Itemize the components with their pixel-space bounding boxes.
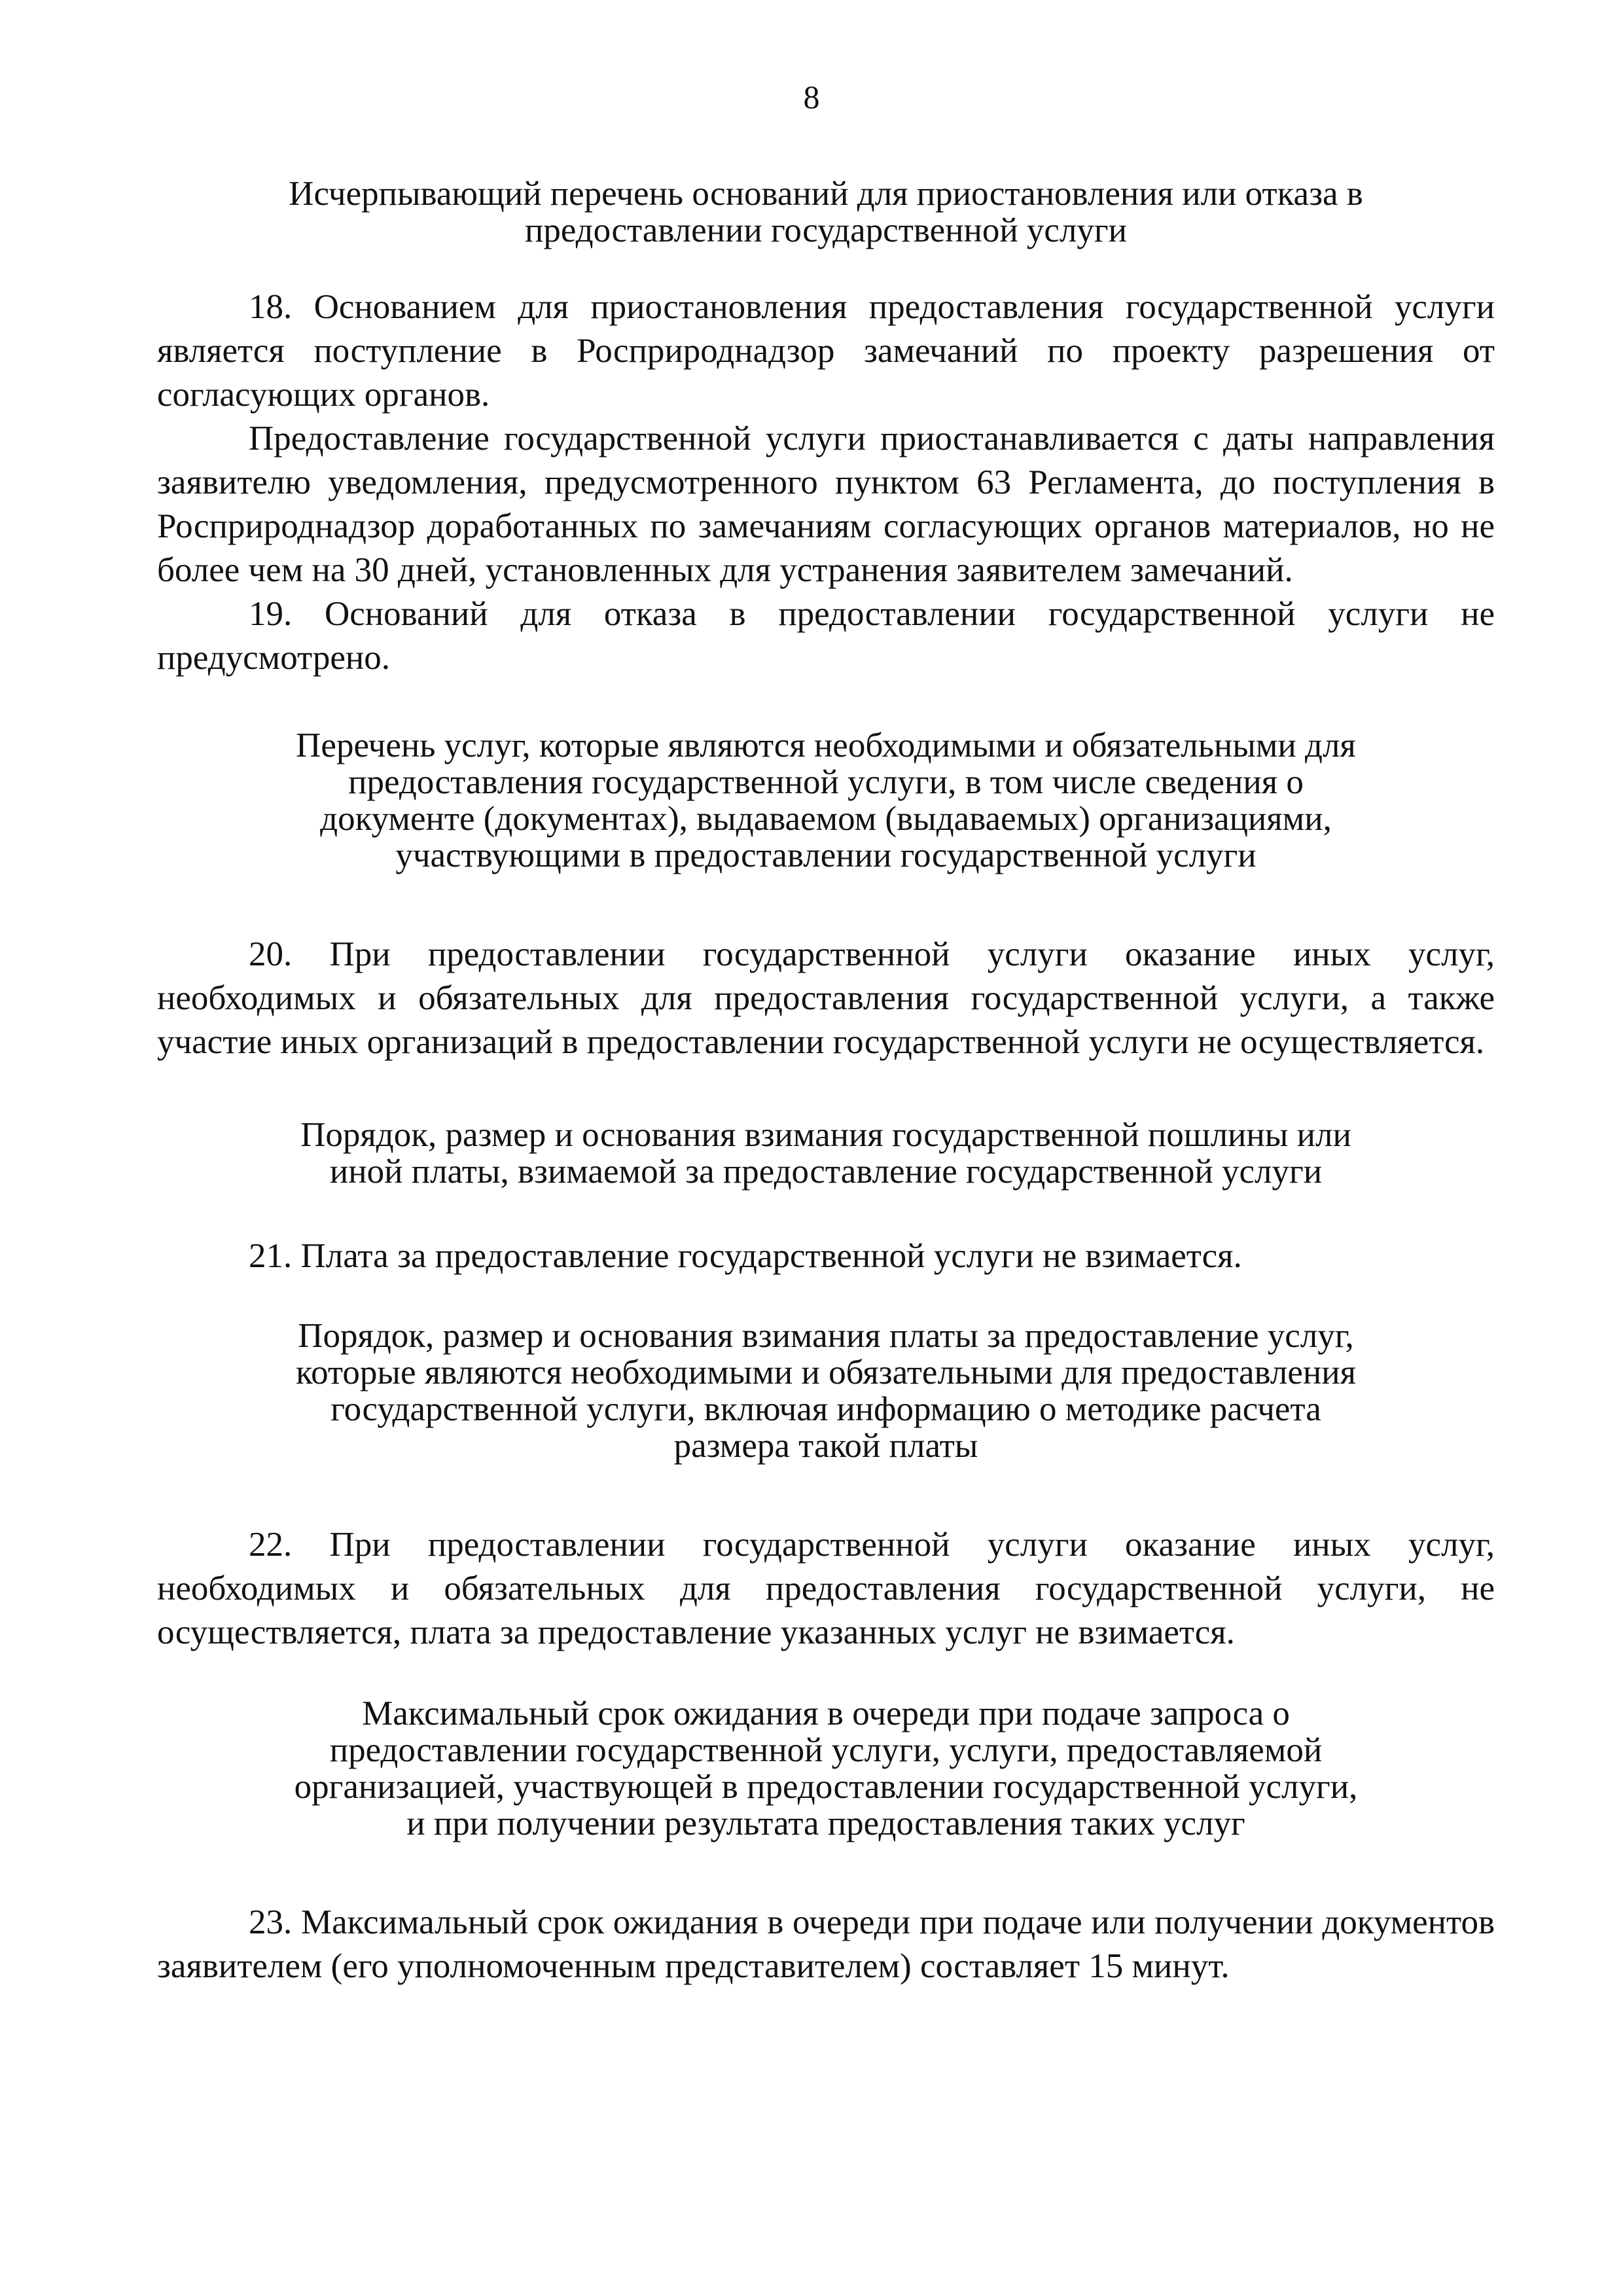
paragraph-20: 20. При предоставлении государственной услуги оказание иных услуг, необходимых и обязательных для предоставления государственной услуги, а также участие иных организаций в предоставлении государственной услуги не осуществляется. [157,935,1495,1061]
paragraph-23: 23. Максимальный срок ожидания в очереди при подаче или получении документов заявителем (его уполномоченным представителем) составляет 15 минут. [157,1903,1495,1985]
section-heading: Порядок, размер и основания взимания платы за предоставление услуг, которые являются необходимыми и обязательными для предоставления государственной услуги, включая информацию о методике расчета размера такой платы [296,1317,1356,1465]
section-heading: Максимальный срок ожидания в очереди при подаче запроса о предоставлении государственной услуги, услуги, предоставляемой организацией, участвующей в предоставлении государственной услуги, и при получении результата предоставления таких услуг [294,1695,1358,1842]
section-heading: Порядок, размер и основания взимания государственной пошлины или иной платы, взимаемой за предоставление государственной услуги [300,1116,1351,1191]
document-body [157,175,1495,1988]
section-heading: Перечень услуг, которые являются необходимыми и обязательными для предоставления государственной услуги, в том числе сведения о документе (документах), выдаваемом (выдаваемых) организациями, участвующими в предоставлении государственной услуги [296,726,1356,874]
paragraph-19: 19. Оснований для отказа в предоставлении государственной услуги не предусмотрено. [157,595,1495,677]
paragraph-21: 21. Плата за предоставление государственной услуги не взимается. [249,1237,1242,1275]
paragraph-18: 18. Основанием для приостановления предоставления государственной услуги является поступление в Росприроднадзор замечаний по проекту разрешения от согласующих органов. [157,288,1495,414]
section-heading: Исчерпывающий перечень оснований для приостановления или отказа в предоставлении государственной услуги [289,175,1363,249]
paragraph-18-continued: Предоставление государственной услуги приостанавливается с даты направления заявителю уведомления, предусмотренного пунктом 63 Регламента, до поступления в Росприроднадзор доработанных по замечаниям согласующих органов материалов, но не более чем на 30 дней, установленных для устранения заявителем замечаний. [157,420,1495,589]
paragraph-22: 22. При предоставлении государственной услуги оказание иных услуг, необходимых и обязательных для предоставления государственной услуги, не осуществляется, плата за предоставление указанных услуг не взимается. [157,1526,1495,1651]
page-number: 8 [803,79,820,115]
